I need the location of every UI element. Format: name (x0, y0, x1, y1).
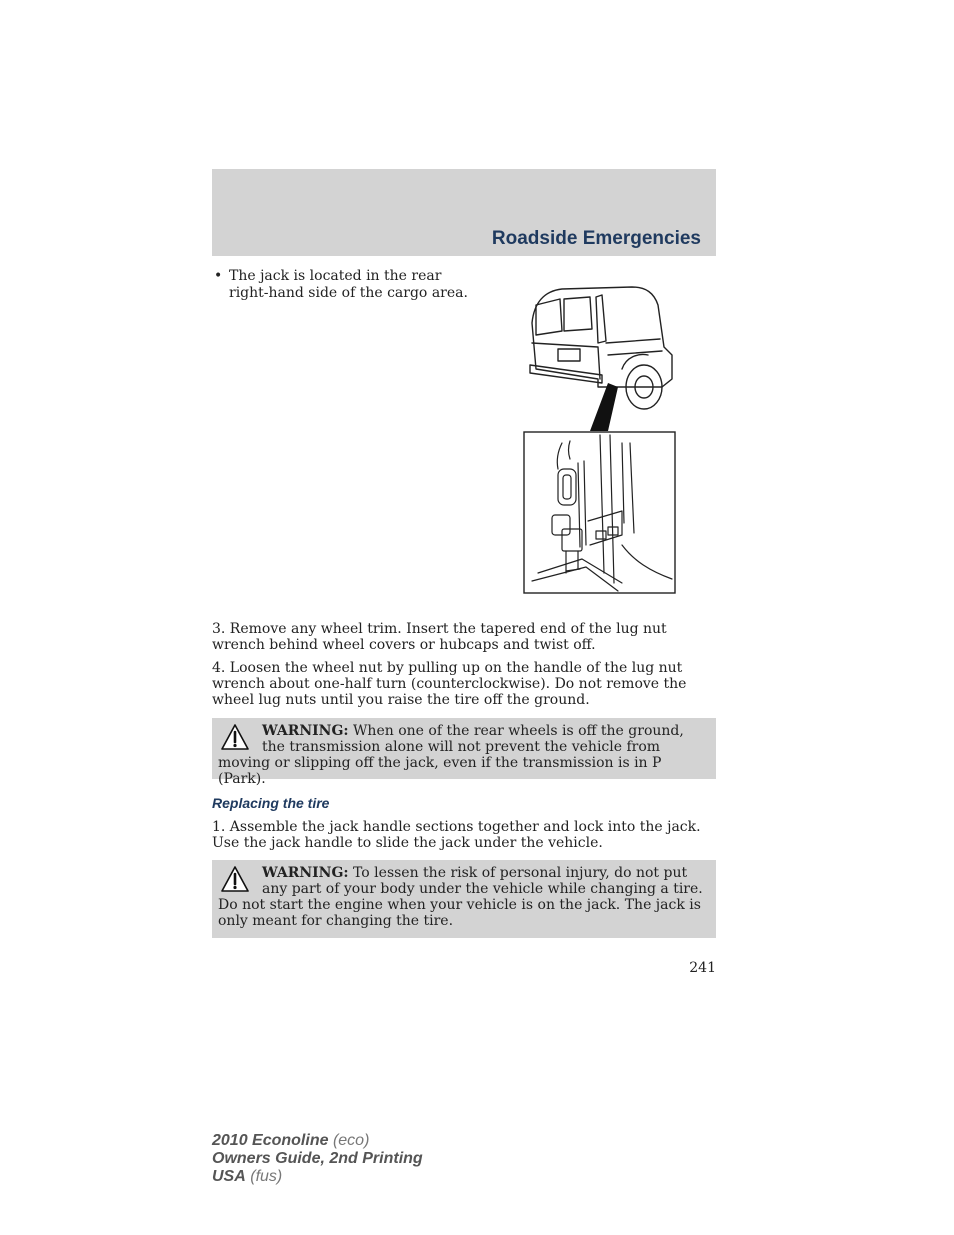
warning-box-2 (212, 860, 716, 938)
bullet-item (214, 268, 474, 302)
footer-market-code: (fus) (250, 1168, 283, 1185)
page-number: 241 (689, 960, 716, 976)
subheading: Replacing the tire (212, 795, 330, 811)
footer-printing: Owners Guide, 2nd Printing (212, 1150, 423, 1167)
footer-market: USA (212, 1168, 246, 1185)
step-4-text: 4. Loosen the wheel nut by pulling up on the handle of the lug nut wrench about one-half turn (counterclockwise). Do not remove the wheel lug nuts until you raise the tire off the ground. (212, 660, 687, 708)
footer-model-code: (eco) (332, 1132, 370, 1149)
van-jack-location-illustration (522, 283, 682, 595)
warning-text: When one of the rear wheels is off the ground, the transmission alone will not prevent the vehicle from moving or slipping off the jack, even if the transmission is in P (Park). (218, 723, 684, 787)
footer-model: 2010 Econoline (212, 1132, 329, 1149)
footer-line-2 (212, 1150, 423, 1168)
warning-label: WARNING: (262, 723, 349, 739)
section-title: Roadside Emergencies (491, 228, 701, 249)
bullet-text: The jack is located in the rear right-hand side of the cargo area. (229, 268, 468, 301)
warning-text: To lessen the risk of personal injury, do not put any part of your body under the vehicle while changing a tire. Do not start the engine when your vehicle is on the jack. The jack is only meant for changing the tire. (218, 865, 703, 929)
warning-triangle-icon (220, 723, 250, 751)
warning-label: WARNING: (262, 865, 349, 881)
step-3-text: 3. Remove any wheel trim. Insert the tapered end of the lug nut wrench behind wheel covers or hubcaps and twist off. (212, 621, 667, 653)
bullet-symbol: • (214, 268, 223, 284)
footer-line-3 (212, 1168, 423, 1186)
footer (212, 1132, 423, 1186)
warning-box-1 (212, 718, 716, 787)
header-band (212, 169, 716, 256)
replacing-step-1-text: 1. Assemble the jack handle sections together and lock into the jack. Use the jack handle to slide the jack under the vehicle. (212, 819, 701, 851)
footer-line-1 (212, 1132, 423, 1150)
warning-triangle-icon (220, 865, 250, 893)
